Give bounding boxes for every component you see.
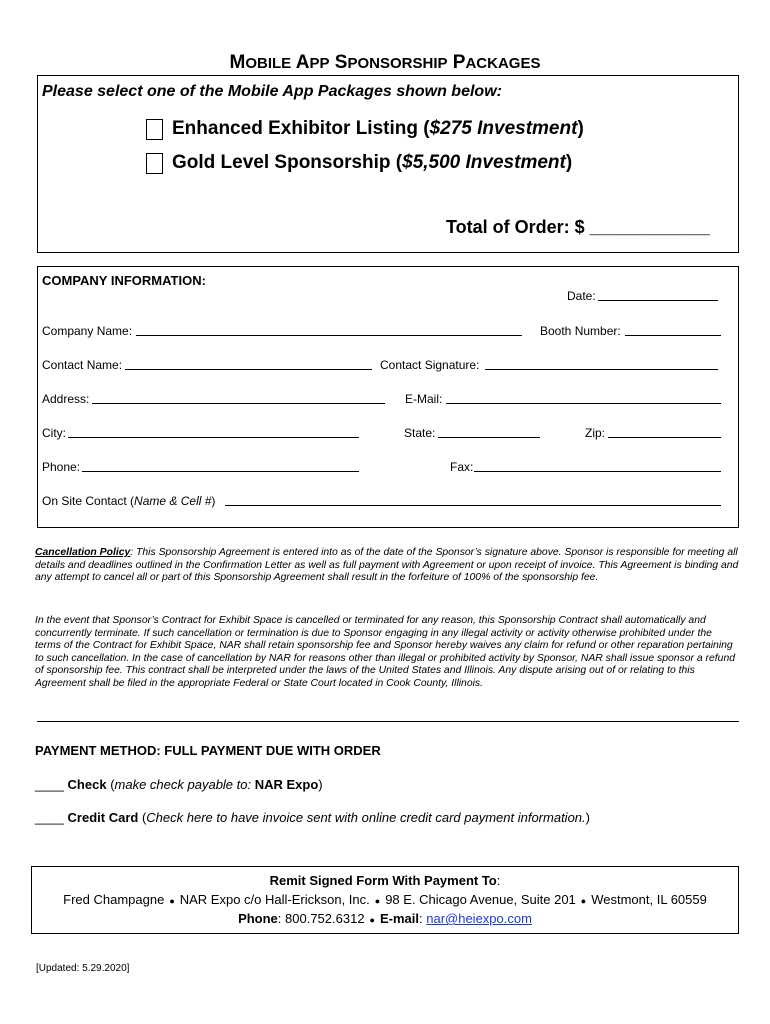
email-field[interactable] [446, 403, 721, 404]
remit-contact: Phone: 800.752.6312 ● E-mail: nar@heiexpo.com [238, 911, 532, 926]
checkbox-enhanced-exhibitor[interactable] [146, 119, 163, 140]
email-label: E-Mail: [405, 392, 443, 406]
company-information-box [37, 266, 739, 528]
cancellation-terms-paragraph: In the event that Sponsor’s Contract for Exhibit Space is cancelled or terminated for any reason, this Sponsorship Contract shall automatically and concurrently terminate. If such cancellation or termination is due to Sponsor engaging in any illegal activity or activity otherwise prohibited under the terms of the Contract for Exhibit Space, NAR shall retain sponsorship fee and Sponsor hereby waives any claim for refund or other reparation pertaining to such cancellation. In the case of cancellation by NAR for reasons other than illegal or prohibited activity by Sponsor, NAR shall issue sponsor a refund of sponsorship fee. This contract shall be interpreted under the laws of the United States and Illinois. Any dispute arising out of or relating to this Agreement shall be filed in the appropriate Federal or State Court located in Cook County, Illinois. [35, 615, 736, 689]
total-of-order[interactable]: Total of Order: $ ____________ [446, 217, 710, 237]
booth-number-label: Booth Number: [540, 324, 621, 338]
booth-number-field[interactable] [625, 335, 721, 336]
address-label: Address: [42, 392, 90, 406]
payment-method-heading: PAYMENT METHOD: FULL PAYMENT DUE WITH ORDER [35, 743, 381, 758]
selection-prompt: Please select one of the Mobile App Packages shown below: [42, 83, 502, 100]
company-name-field[interactable] [136, 335, 522, 336]
onsite-contact-label: On Site Contact (Name & Cell #) [42, 494, 216, 508]
state-field[interactable] [438, 437, 540, 438]
option-label: Gold Level Sponsorship ($5,500 Investment) [172, 152, 573, 173]
fax-field[interactable] [474, 471, 721, 472]
city-label: City: [42, 426, 66, 440]
checkbox-gold-level[interactable] [146, 153, 163, 174]
contact-name-label: Contact Name: [42, 358, 123, 372]
address-field[interactable] [92, 403, 385, 404]
remit-address: Fred Champagne ● NAR Expo c/o Hall-Erickson, Inc. ● 98 E. Chicago Avenue, Suite 201 ● Westmont, IL 60559 [63, 892, 707, 907]
option-label: Enhanced Exhibitor Listing ($275 Investment) [172, 118, 584, 139]
remit-heading: Remit Signed Form With Payment To: [269, 873, 501, 888]
fax-label: Fax: [450, 460, 474, 474]
zip-label: Zip: [585, 426, 606, 440]
payment-option-check[interactable]: ____ Check (make check payable to: NAR Expo) [35, 777, 323, 792]
date-field[interactable] [598, 300, 718, 301]
contact-signature-label: Contact Signature: [380, 358, 480, 372]
city-field[interactable] [68, 437, 359, 438]
company-info-heading: COMPANY INFORMATION: [42, 273, 206, 288]
email-link[interactable]: nar@heiexpo.com [426, 911, 532, 926]
option-gold-level[interactable] [146, 152, 572, 174]
phone-label: Phone: [42, 460, 81, 474]
date-label: Date: [567, 289, 596, 303]
onsite-contact-field[interactable] [225, 505, 721, 506]
cancellation-policy-heading: Cancellation Policy [35, 547, 131, 558]
state-label: State: [404, 426, 436, 440]
payment-option-credit-card[interactable]: ____ Credit Card (Check here to have invoice sent with online credit card payment information.) [35, 810, 590, 825]
updated-date: [Updated: 5.29.2020] [36, 963, 130, 974]
contact-signature-field[interactable] [485, 369, 718, 370]
cancellation-policy-paragraph: Cancellation Policy: This Sponsorship Agreement is entered into as of the date of the Sponsor’s signature above. Sponsor is responsible for meeting all details and deadlines outlined in the Confirmation Letter as well as full payment with Agreement or upon receipt of invoice. This Agreement is binding and any attempt to cancel all or part of this Sponsorship Agreement shall result in the forfeiture of 100% of the sponsorship fee. [35, 547, 739, 584]
company-name-label: Company Name: [42, 324, 133, 338]
divider [37, 721, 739, 722]
zip-field[interactable] [608, 437, 721, 438]
option-enhanced-exhibitor[interactable] [146, 118, 584, 140]
contact-name-field[interactable] [125, 369, 372, 370]
phone-field[interactable] [82, 471, 359, 472]
page-title: MOBILE APP SPONSORSHIP PACKAGES [229, 52, 541, 73]
